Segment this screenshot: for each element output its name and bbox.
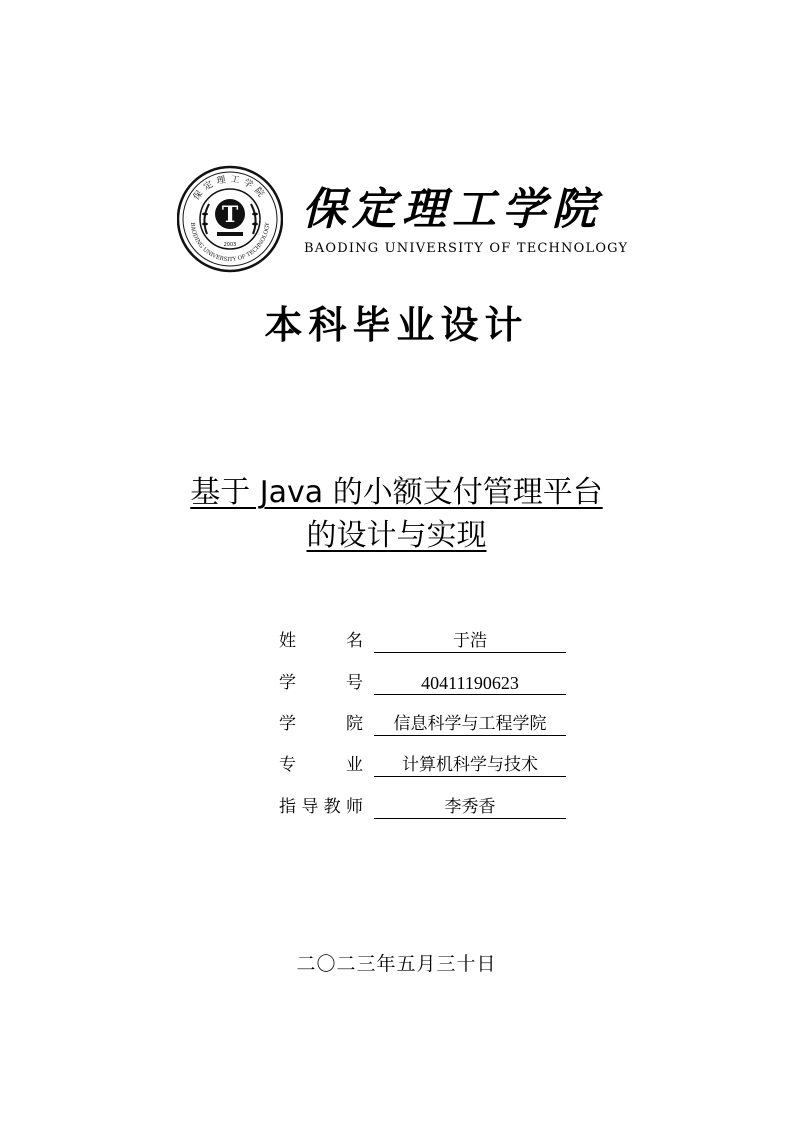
- info-row-student-id: [279, 670, 579, 696]
- info-value-advisor: 李秀香: [374, 794, 566, 819]
- info-value-college: 信息科学与工程学院: [374, 711, 566, 736]
- info-value-name: 于浩: [374, 628, 566, 653]
- info-label: 学 号: [279, 673, 363, 693]
- seal-year: 2003: [223, 242, 237, 248]
- info-label: 专 业: [279, 755, 363, 775]
- info-row-name: [279, 628, 579, 654]
- info-row-major: [279, 752, 579, 778]
- submission-date: 二〇二三年五月三十日: [296, 953, 497, 975]
- seal-top-text: 保定理工学院: [191, 174, 269, 203]
- university-seal-logo: [177, 164, 283, 274]
- info-row-college: [279, 711, 579, 737]
- seal-letter: T: [221, 202, 239, 228]
- thesis-title-line-2: 的设计与实现: [306, 518, 487, 553]
- info-label: 学 院: [279, 714, 363, 734]
- info-label: 指 导 教 师: [279, 797, 363, 817]
- info-value-major: 计算机科学与技术: [374, 752, 566, 777]
- seal-bottom-text: BAODING UNIVERSITY OF TECHNOLOGY: [188, 222, 272, 264]
- info-label: 姓 名: [279, 631, 363, 651]
- university-wordmark: [302, 182, 642, 262]
- university-name-en: BAODING UNIVERSITY OF TECHNOLOGY: [304, 241, 629, 256]
- thesis-title-line-1: 基于 Java 的小额支付管理平台: [190, 475, 603, 510]
- info-value-student-id: 40411190623: [374, 670, 566, 695]
- document-type: 本科毕业设计: [264, 302, 529, 347]
- university-name-cn: 保定理工学院: [302, 184, 602, 235]
- info-row-advisor: [279, 794, 579, 820]
